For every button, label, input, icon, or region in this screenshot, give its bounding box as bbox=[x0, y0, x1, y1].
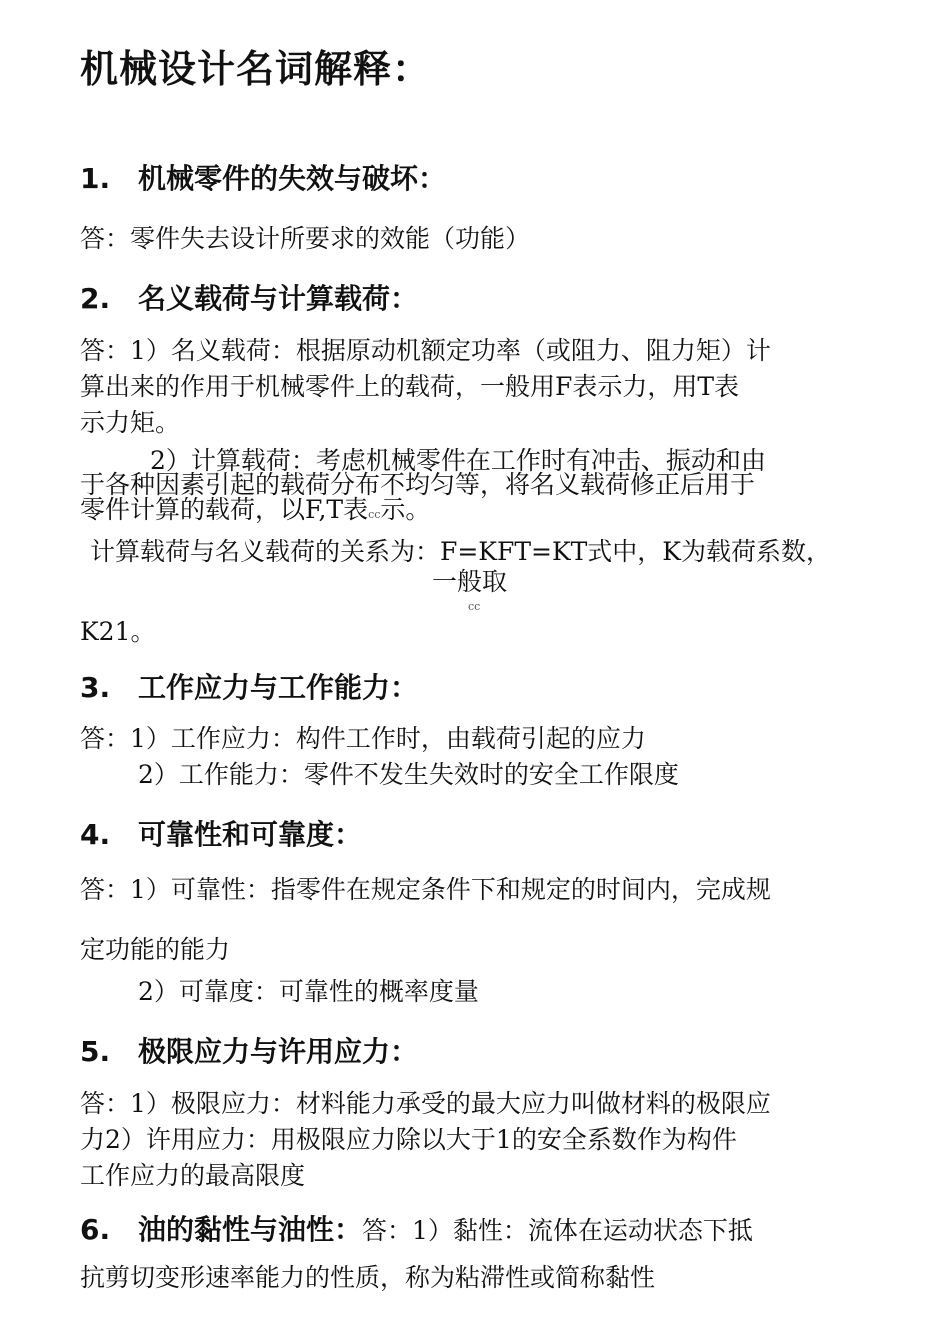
section-number: 4. bbox=[80, 818, 111, 851]
section-title: 油的黏性与油性： bbox=[138, 1213, 363, 1246]
answer-line: 答：1）极限应力：材料能力承受的最大应力叫做材料的极限应 bbox=[80, 1089, 771, 1118]
section-number: 6. bbox=[80, 1213, 111, 1246]
answer-line: 2）工作能力：零件不发生失效时的安全工作限度 bbox=[138, 760, 679, 789]
section-heading-1 bbox=[80, 157, 446, 197]
answer-line: 示力矩。 bbox=[80, 408, 181, 437]
answer-line: 2）可靠度：可靠性的概率度量 bbox=[138, 977, 479, 1006]
section-number: 3. bbox=[80, 671, 111, 704]
answer-text: 零件计算的载荷，以F,T表 bbox=[80, 495, 369, 524]
answer-line: 算出来的作用于机械零件上的载荷，一般用F表示力，用T表 bbox=[80, 372, 740, 401]
answer-line: 计算载荷与名义载荷的关系为：F=KFT=KT式中，K为载荷系数， bbox=[90, 537, 831, 566]
page-title: 机械设计名词解释： bbox=[80, 47, 432, 91]
answer-line: 答：1）工作应力：构件工作时，由载荷引起的应力 bbox=[80, 724, 646, 753]
section-heading-2 bbox=[80, 277, 418, 317]
section-number: 2. bbox=[80, 282, 111, 315]
answer-line: 答：1）黏性：流体在运动状态下抵 bbox=[362, 1216, 753, 1245]
section-heading-6 bbox=[80, 1208, 753, 1248]
section-title: 工作应力与工作能力： bbox=[138, 671, 419, 704]
answer-line: 答：1）名义载荷：根据原动机额定功率（或阻力、阻力矩）计 bbox=[80, 336, 771, 365]
answer-text: 示。 bbox=[380, 495, 431, 524]
section-title: 名义载荷与计算载荷： bbox=[138, 282, 419, 315]
section-heading-3 bbox=[80, 666, 418, 706]
section-heading-4 bbox=[80, 813, 362, 853]
answer-line: 一般取 bbox=[432, 567, 508, 596]
answer-line: 抗剪切变形速率能力的性质，称为粘滞性或简称黏性 bbox=[80, 1263, 656, 1292]
answer-line: 答：零件失去设计所要求的效能（功能） bbox=[80, 224, 531, 253]
section-title: 可靠性和可靠度： bbox=[138, 818, 363, 851]
answer-line: K21。 bbox=[80, 617, 156, 646]
answer-line: 2）计算载荷：考虑机械零件在工作时有冲击、振动和由 bbox=[150, 446, 766, 475]
answer-line-with-subscript bbox=[80, 496, 430, 528]
answer-line: 于各种因素引起的载荷分布不均匀等，将名义载荷修正后用于 bbox=[80, 470, 756, 499]
answer-line: 定功能的能力 bbox=[80, 935, 231, 964]
answer-line: 力2）许用应力：用极限应力除以大于1的安全系数作为构件 bbox=[80, 1125, 737, 1154]
section-title: 极限应力与许用应力： bbox=[138, 1035, 419, 1068]
subscript-label: cc bbox=[368, 508, 381, 521]
subscript-label: cc bbox=[468, 600, 481, 613]
section-number: 5. bbox=[80, 1035, 111, 1068]
answer-line: 工作应力的最高限度 bbox=[80, 1161, 306, 1190]
answer-line: 答：1）可靠性：指零件在规定条件下和规定的时间内，完成规 bbox=[80, 875, 771, 904]
section-title: 机械零件的失效与破坏： bbox=[138, 162, 447, 195]
section-number: 1. bbox=[80, 162, 111, 195]
section-heading-5 bbox=[80, 1030, 418, 1070]
